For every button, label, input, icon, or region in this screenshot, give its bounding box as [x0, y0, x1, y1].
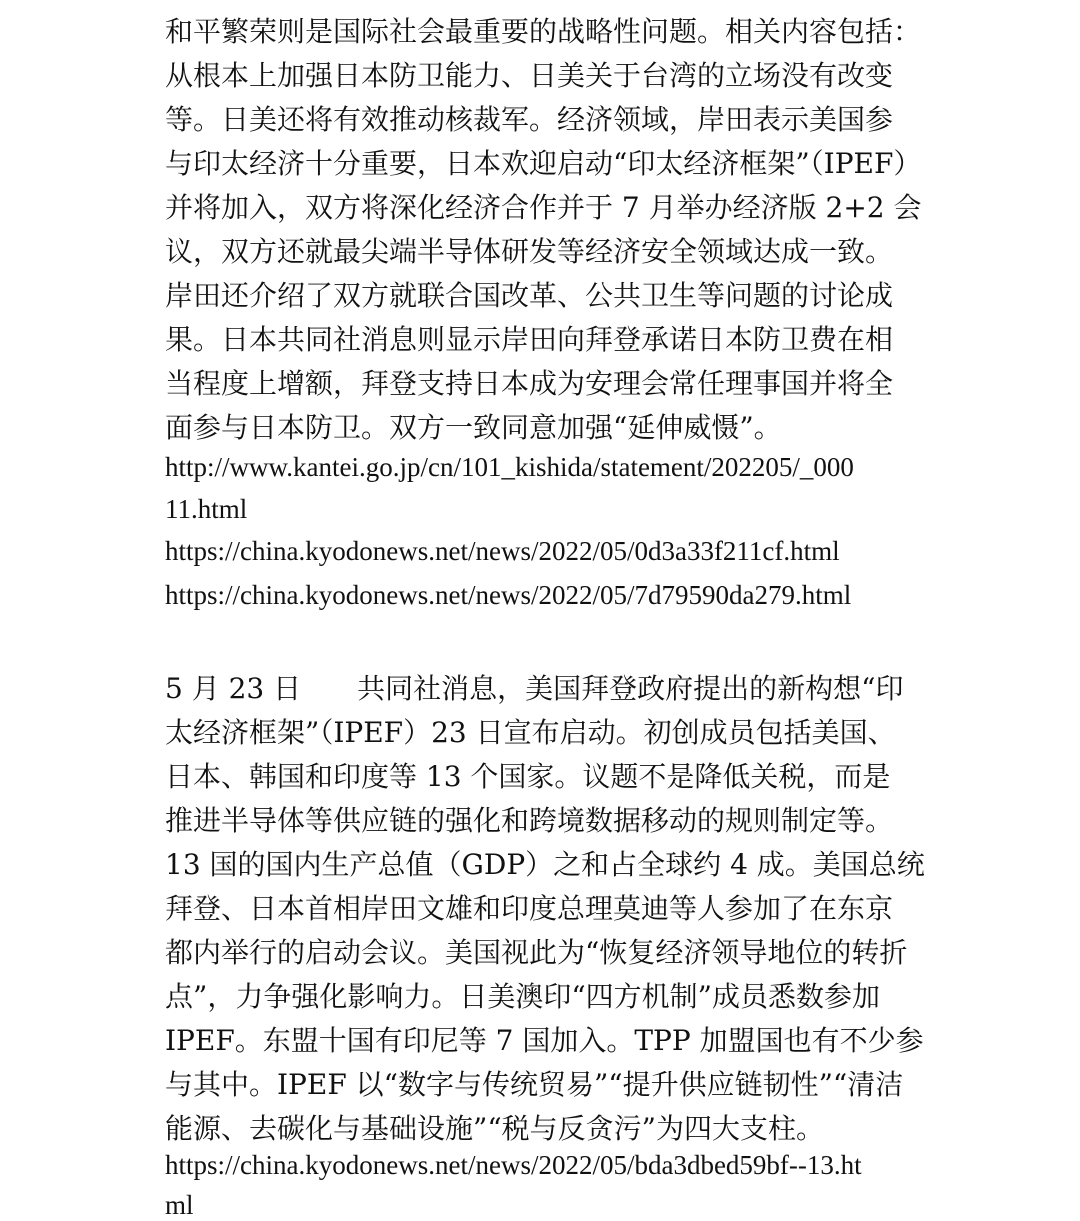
paragraph-line: 当程度上增额，拜登支持日本成为安理会常任理事国并将全 — [165, 367, 894, 400]
paragraph-line: 等。日美还将有效推动核裁军。经济领域，岸田表示美国参 — [165, 103, 894, 136]
source-url: https://china.kyodonews.net/news/2022/05/bda3dbed59bf--13.ht — [165, 1150, 862, 1180]
source-url-continuation: 11.html — [165, 494, 248, 524]
paragraph-line: 议，双方还就最尖端半导体研发等经济安全领域达成一致。 — [165, 235, 894, 268]
paragraph-line: 和平繁荣则是国际社会最重要的战略性问题。相关内容包括： — [165, 15, 922, 48]
paragraph-line: 点”，力争强化影响力。日美澳印“四方机制”成员悉数参加 — [165, 980, 880, 1013]
paragraph-line: 5 月 23 日 共同社消息，美国拜登政府提出的新构想“印 — [165, 672, 904, 705]
paragraph-line: 与印太经济十分重要，日本欢迎启动“印太经济框架”（IPEF） — [165, 147, 922, 180]
paragraph-line: 能源、去碳化与基础设施”“税与反贪污”为四大支柱。 — [165, 1112, 824, 1145]
paragraph-line: IPEF。东盟十国有印尼等 7 国加入。TPP 加盟国也有不少参 — [165, 1024, 924, 1057]
document-page — [165, 0, 925, 1220]
paragraph-line: 都内举行的启动会议。美国视此为“恢复经济领导地位的转折 — [165, 936, 908, 969]
paragraph-line: 拜登、日本首相岸田文雄和印度总理莫迪等人参加了在东京 — [165, 892, 894, 925]
paragraph-line: 推进半导体等供应链的强化和跨境数据移动的规则制定等。 — [165, 804, 894, 837]
source-url-continuation: ml — [165, 1190, 194, 1220]
paragraph-line: 并将加入，双方将深化经济合作并于 7 月举办经济版 2+2 会 — [165, 191, 922, 224]
source-url: https://china.kyodonews.net/news/2022/05/7d79590da279.html — [165, 580, 852, 610]
paragraph-line: 与其中。IPEF 以“数字与传统贸易”“提升供应链韧性”“清洁 — [165, 1068, 904, 1101]
paragraph-line: 果。日本共同社消息则显示岸田向拜登承诺日本防卫费在相 — [165, 323, 894, 356]
paragraph-line: 从根本上加强日本防卫能力、日美关于台湾的立场没有改变 — [165, 59, 894, 92]
paragraph-line: 岸田还介绍了双方就联合国改革、公共卫生等问题的讨论成 — [165, 279, 894, 312]
paragraph-line: 日本、韩国和印度等 13 个国家。议题不是降低关税，而是 — [165, 760, 891, 793]
source-url: http://www.kantei.go.jp/cn/101_kishida/statement/202205/_000 — [165, 452, 854, 482]
paragraph-line: 13 国的国内生产总值（GDP）之和占全球约 4 成。美国总统 — [165, 848, 925, 881]
paragraph-line: 太经济框架”（IPEF）23 日宣布启动。初创成员包括美国、 — [165, 716, 896, 749]
paragraph-line: 面参与日本防卫。双方一致同意加强“延伸威慑”。 — [165, 411, 782, 444]
source-url: https://china.kyodonews.net/news/2022/05/0d3a33f211cf.html — [165, 536, 840, 566]
